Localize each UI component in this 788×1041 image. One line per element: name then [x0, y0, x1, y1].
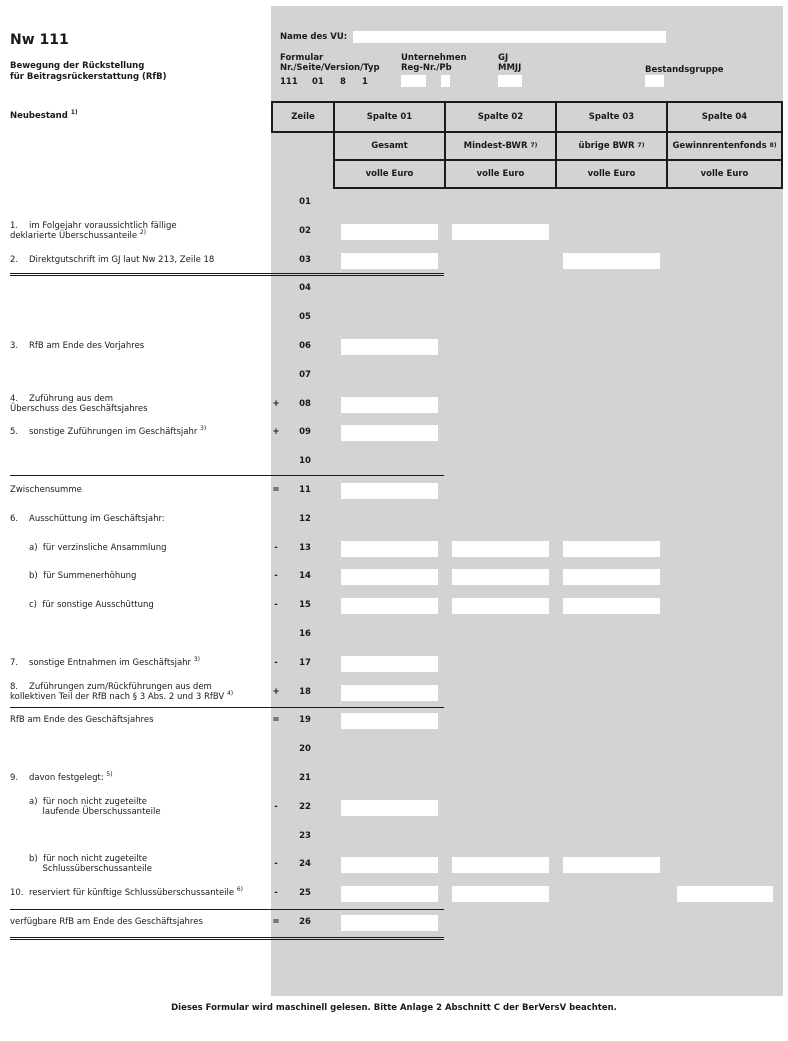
zeile-number: 13 — [299, 542, 311, 553]
row-label — [10, 888, 243, 898]
row-operator: + — [272, 427, 280, 438]
row-label — [10, 514, 165, 524]
row-label-text: Direktgutschrift im GJ laut Nw 213, Zeile 18 — [29, 254, 215, 265]
zeile-number: 15 — [299, 600, 311, 611]
row-label — [29, 797, 161, 817]
row-label — [10, 255, 214, 265]
row-label — [10, 221, 177, 241]
row-label — [10, 917, 203, 927]
row-number: 4. — [10, 393, 19, 404]
zeile-number: 24 — [299, 859, 311, 870]
vu-name-label: Name des VU: — [280, 32, 348, 42]
input-cell-spalte-01[interactable] — [341, 915, 438, 931]
input-cell-spalte-01[interactable] — [341, 253, 438, 269]
neubestand-footnote: 1) — [70, 109, 78, 117]
row-label-text: RfB am Ende des Vorjahres — [29, 341, 145, 351]
row-footnote: 6) — [236, 886, 244, 894]
row-label-text: Zuführung aus dem Überschuss des Geschäftsjahres — [10, 393, 148, 414]
input-cell-spalte-02[interactable] — [452, 569, 549, 585]
double-rule-after-03 — [10, 273, 444, 276]
zeile-number: 23 — [299, 830, 311, 841]
zeile-number: 06 — [299, 341, 311, 351]
input-cell-spalte-01[interactable] — [341, 397, 438, 413]
row-label — [10, 773, 113, 783]
pb-field[interactable] — [441, 75, 450, 87]
unternehmen-label: Unternehmen Reg-Nr./Pb — [401, 53, 467, 73]
zeile-number: 22 — [299, 801, 311, 812]
zeile-number: 08 — [299, 398, 311, 409]
row-label-text: davon festgelegt: — [29, 773, 104, 783]
reg-nr-field[interactable] — [401, 75, 426, 87]
input-cell-spalte-01[interactable] — [341, 656, 438, 672]
input-cell-spalte-01[interactable] — [341, 713, 438, 729]
input-cell-spalte-01[interactable] — [341, 425, 438, 441]
column-1-unit-text: volle Euro — [365, 169, 414, 179]
column-2-unit — [444, 159, 557, 189]
bestandsgruppe-field[interactable] — [645, 75, 664, 87]
row-label-text: Ausschüttung im Geschäftsjahr: — [29, 513, 165, 524]
row-number: 2. — [10, 254, 19, 265]
input-cell-spalte-01[interactable] — [341, 857, 438, 873]
row-label — [10, 427, 206, 437]
zeile-header: Zeile — [271, 101, 335, 133]
column-4-name — [666, 101, 783, 133]
row-number: 6. — [10, 513, 19, 524]
column-2-name-text: Spalte 02 — [477, 112, 524, 122]
input-cell-spalte-01[interactable] — [341, 483, 438, 499]
zeile-number: 21 — [299, 773, 311, 783]
row-operator: = — [272, 485, 280, 495]
zeile-number: 05 — [299, 312, 311, 323]
row-operator: = — [272, 917, 280, 927]
column-3-name-text: Spalte 03 — [588, 112, 635, 122]
row-label — [29, 571, 136, 581]
input-cell-spalte-03[interactable] — [563, 857, 660, 873]
row-label — [10, 394, 148, 414]
row-label — [29, 600, 154, 610]
zeile-number: 26 — [299, 917, 311, 927]
zeile-number: 14 — [299, 571, 311, 582]
column-2-unit-text: volle Euro — [476, 169, 525, 179]
column-3-unit-text: volle Euro — [587, 169, 636, 179]
neubestand-heading — [10, 111, 78, 121]
rule-after-25 — [10, 909, 444, 910]
row-operator: - — [274, 542, 278, 553]
row-number: 5. — [10, 427, 19, 438]
row-label-text: Zuführungen zum/Rückführungen aus dem kollektiven Teil der RfB nach § 3 Abs. 2 und 3 RfBV — [10, 681, 225, 702]
row-operator: - — [274, 859, 278, 870]
column-3-desc-text: übrige BWR — [578, 141, 635, 151]
formular-seite: 01 — [312, 77, 324, 87]
input-cell-spalte-02[interactable] — [452, 541, 549, 557]
zeile-number: 07 — [299, 369, 311, 380]
row-label-text: sonstige Entnahmen im Geschäftsjahr — [29, 657, 192, 668]
rule-after-18 — [10, 707, 444, 708]
vu-name-field[interactable] — [353, 31, 666, 43]
rule-after-10 — [10, 475, 444, 476]
input-cell-spalte-01[interactable] — [341, 886, 438, 902]
zeile-number: 04 — [299, 283, 311, 294]
input-cell-spalte-01[interactable] — [341, 800, 438, 816]
row-label-text: c) für sonstige Ausschüttung — [29, 600, 154, 611]
row-label-text: reserviert für künftige Schlussüberschussanteile — [29, 888, 235, 899]
row-label-text: b) für noch nicht zugeteilte Schlussüberschussanteile — [29, 854, 152, 875]
column-3-unit — [555, 159, 668, 189]
gj-field[interactable] — [498, 75, 522, 87]
input-cell-spalte-02[interactable] — [452, 598, 549, 614]
row-footnote: 4) — [226, 689, 234, 697]
formular-label: Formular Nr./Seite/Version/Typ — [280, 53, 380, 73]
input-cell-spalte-02[interactable] — [452, 886, 549, 902]
row-label — [10, 341, 144, 351]
row-number: 10. — [10, 888, 24, 899]
zeile-number: 03 — [299, 254, 311, 265]
zeile-number: 16 — [299, 629, 311, 639]
row-number: 3. — [10, 341, 19, 351]
row-label — [10, 715, 154, 725]
column-2-name — [444, 101, 557, 133]
column-4-name-text: Spalte 04 — [701, 112, 748, 122]
gj-label: GJ MMJJ — [498, 53, 522, 73]
row-label-text: RfB am Ende des Geschäftsjahres — [10, 715, 154, 726]
zeile-number: 18 — [299, 686, 311, 697]
row-operator: - — [274, 571, 278, 582]
row-footnote: 3) — [200, 425, 207, 433]
zeile-number: 11 — [299, 485, 311, 495]
row-label — [10, 655, 200, 668]
input-cell-spalte-02[interactable] — [452, 857, 549, 873]
row-label-text: a) für verzinsliche Ansammlung — [29, 542, 167, 553]
column-4-unit — [666, 159, 783, 189]
row-label — [10, 682, 233, 702]
input-cell-spalte-01[interactable] — [341, 541, 438, 557]
row-number: 9. — [10, 773, 19, 783]
zeile-number: 09 — [299, 427, 311, 438]
zeile-number: 02 — [299, 225, 311, 236]
form-title: Nw 111 — [10, 32, 69, 48]
column-3-desc: übrige BWR 7) — [555, 131, 668, 161]
row-label-text: verfügbare RfB am Ende des Geschäftsjahres — [10, 917, 203, 927]
row-label-text: b) für Summenerhöhung — [29, 571, 137, 582]
form-footer: Dieses Formular wird maschinell gelesen. Bitte Anlage 2 Abschnitt C der BerVersV beachten. — [171, 1003, 617, 1013]
input-cell-spalte-01[interactable] — [341, 339, 438, 355]
column-1-desc-text: Gesamt — [371, 141, 408, 151]
row-number: 7. — [10, 657, 19, 668]
form-subtitle: Bewegung der Rückstellung für Beitragsrückerstattung (RfB) — [10, 61, 167, 82]
zeile-number: 01 — [299, 197, 311, 207]
row-number: 8. — [10, 681, 19, 692]
row-label-text: a) für noch nicht zugeteilte laufende Überschussanteile — [29, 796, 161, 817]
row-label — [29, 543, 167, 553]
zeile-number: 20 — [299, 744, 311, 755]
row-label-text: Zwischensumme — [10, 485, 82, 495]
zeile-number: 10 — [299, 456, 311, 467]
row-operator: + — [272, 398, 280, 409]
row-footnote: 5) — [106, 771, 113, 779]
column-2-desc: Mindest-BWR 7) — [444, 131, 557, 161]
row-operator: - — [274, 657, 278, 668]
input-cell-spalte-01[interactable] — [341, 569, 438, 585]
input-cell-spalte-03[interactable] — [563, 598, 660, 614]
row-label — [29, 854, 152, 874]
row-label-text: sonstige Zuführungen im Geschäftsjahr — [29, 427, 198, 438]
row-operator: + — [272, 686, 280, 697]
row-footnote: 3) — [193, 655, 200, 663]
input-cell-spalte-01[interactable] — [341, 598, 438, 614]
row-operator: - — [274, 600, 278, 611]
column-4-desc-text: Gewinnrentenfonds — [672, 141, 767, 151]
column-2-desc-text: Mindest-BWR — [463, 141, 528, 151]
input-cell-spalte-03[interactable] — [563, 569, 660, 585]
column-4-desc: Gewinnrentenfonds 8) — [666, 131, 783, 161]
input-cell-spalte-01[interactable] — [341, 224, 438, 240]
column-1-name-text: Spalte 01 — [366, 112, 413, 122]
column-1-name — [333, 101, 446, 133]
input-cell-spalte-04[interactable] — [677, 886, 773, 902]
formular-nr: 111 — [280, 77, 298, 87]
input-cell-spalte-01[interactable] — [341, 685, 438, 701]
double-rule-after-26 — [10, 937, 444, 940]
zeile-number: 17 — [299, 657, 311, 668]
row-operator: = — [272, 715, 280, 726]
column-1-desc — [333, 131, 446, 161]
input-cell-spalte-03[interactable] — [563, 253, 660, 269]
zeile-number: 19 — [299, 715, 311, 726]
formular-version: 8 — [340, 77, 346, 87]
input-cell-spalte-03[interactable] — [563, 541, 660, 557]
row-label — [10, 485, 82, 495]
row-footnote: 2) — [139, 228, 147, 236]
row-number: 1. — [10, 220, 19, 231]
neubestand-text: Neubestand — [10, 111, 68, 121]
input-cell-spalte-02[interactable] — [452, 224, 549, 240]
formular-typ: 1 — [362, 77, 368, 87]
row-label-text: im Folgejahr voraussichtlich fällige deklarierte Überschussanteile — [10, 220, 177, 241]
column-1-unit — [333, 159, 446, 189]
row-operator: - — [274, 801, 278, 812]
row-operator: - — [274, 888, 278, 899]
bestandsgruppe-label: Bestandsgruppe — [645, 65, 724, 75]
column-3-name — [555, 101, 668, 133]
zeile-number: 25 — [299, 888, 311, 899]
zeile-number: 12 — [299, 513, 311, 524]
column-4-unit-text: volle Euro — [700, 169, 749, 179]
